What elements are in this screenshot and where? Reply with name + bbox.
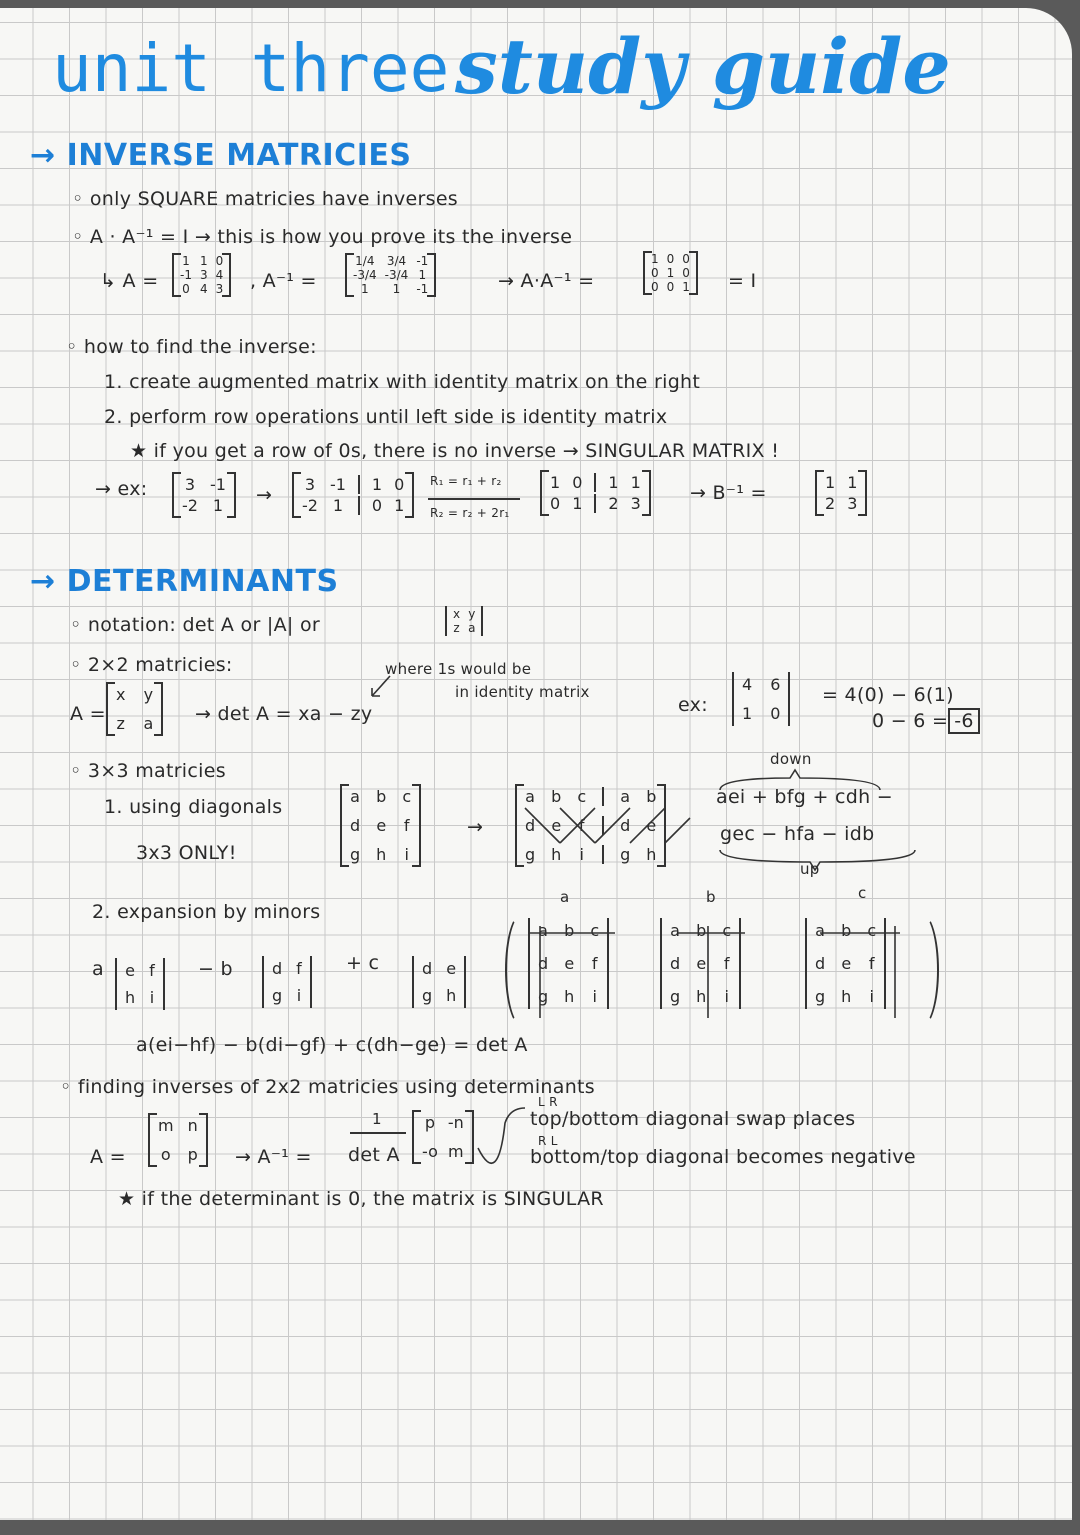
matrix-cell: d — [422, 959, 433, 978]
matrix-b-inverse — [815, 470, 867, 516]
step-1: 1. create augmented matrix with identity matrix on the right — [104, 371, 701, 393]
matrix-cell: -n — [447, 1113, 464, 1132]
column-label-b: b — [706, 888, 716, 906]
arrow: → — [467, 816, 484, 838]
matrix-cell: d — [538, 954, 549, 973]
bullet-text: only SQUARE matricies have inverses — [89, 188, 459, 210]
matrix-cell: -2 — [182, 496, 198, 515]
matrix-cell: 1 — [394, 496, 405, 515]
minors-step: 2. expansion by minors — [92, 901, 321, 923]
matrix-cell: -3/4 — [384, 268, 409, 282]
title-study-guide: study guide — [455, 22, 951, 111]
augment-divider — [602, 816, 604, 835]
matrix-cell: e — [376, 816, 387, 835]
matrix-cell: 4 — [199, 282, 208, 296]
matrix-cell: c — [867, 921, 877, 940]
det-example-label: ex: — [678, 694, 708, 716]
matrix-cell: n — [187, 1116, 198, 1135]
matrix-cell: c — [402, 787, 412, 806]
matrix-cell: a — [350, 787, 360, 806]
matrix-cell: 3 — [304, 475, 316, 494]
matrix-cell: 1 — [630, 473, 641, 492]
matrix-cell: -1 — [416, 282, 429, 296]
example-prefix: ↳ A = — [100, 270, 159, 292]
coef-plus-c: + c — [346, 952, 380, 974]
example-step-2 — [872, 710, 980, 732]
matrix-cell: a — [670, 921, 680, 940]
down-terms: aei + bfg + cdh − — [716, 786, 894, 808]
matrix-cell: f — [149, 961, 155, 980]
matrix-cell: m — [448, 1142, 464, 1161]
matrix-cell: 2 — [825, 494, 836, 513]
matrix-cell: i — [296, 986, 302, 1005]
matrix-cell: 4 — [742, 675, 753, 694]
matrix-cell: i — [869, 987, 874, 1006]
matrix-cell: 1 — [550, 473, 561, 492]
augment-divider — [358, 475, 360, 494]
matrix-cell: d — [272, 959, 283, 978]
matrix-cell: e — [564, 954, 575, 973]
example-answer: -6 — [948, 708, 980, 734]
matrix-cell: 0 — [666, 280, 675, 294]
matrix-cell: d — [815, 954, 826, 973]
bullet-text: 2×2 matricies: — [87, 654, 233, 676]
singular-note: ★ if you get a row of 0s, there is no inverse → SINGULAR MATRIX ! — [130, 440, 780, 462]
augment-divider — [594, 494, 596, 513]
binv-label: → B⁻¹ = — [690, 482, 767, 504]
matrix-cell: f — [591, 954, 598, 973]
negative-note: bottom/top diagonal becomes negative — [530, 1146, 916, 1168]
matrix-cell: 0 — [371, 496, 383, 515]
notation-line: ◦ notation: det A or |A| or — [70, 614, 320, 636]
identity-matrix — [643, 251, 698, 295]
matrix-cell: b — [646, 787, 657, 806]
matrix-cell: h — [646, 845, 657, 864]
matrix-cell: 3 — [847, 494, 858, 513]
row-op-2: R₂ = r₂ + 2r₁ — [430, 506, 510, 520]
matrix-cell: h — [696, 987, 707, 1006]
lr-markers-1: L R — [538, 1095, 558, 1109]
matrix-cell: -1 — [329, 475, 346, 494]
ainv-label: , A⁻¹ = — [250, 270, 317, 292]
matrix-cell: f — [403, 816, 410, 835]
minor-a — [115, 958, 165, 1010]
matrix-cell: p — [424, 1113, 435, 1132]
det-formula: → det A = xa − zy — [195, 703, 373, 725]
augment-divider — [602, 845, 604, 864]
matrix-cell: 1 — [418, 268, 427, 282]
matrix-cell: 0 — [770, 704, 781, 723]
matrix-cell: h — [376, 845, 387, 864]
product-label: → A·A⁻¹ = — [498, 270, 595, 292]
matrix-cell: h — [551, 845, 562, 864]
matrix-cell: a — [538, 921, 548, 940]
annotation-1: where 1s would be — [385, 660, 532, 678]
fraction-numerator: 1 — [372, 1110, 382, 1128]
matrix-cell: i — [579, 845, 584, 864]
a-label: A = — [70, 703, 106, 725]
matrix-cell: a — [525, 787, 535, 806]
heading-inverse-matrices: → INVERSE MATRICIES — [30, 138, 412, 173]
matrix-cell: 0 — [666, 252, 675, 266]
matrix-cell: i — [404, 845, 409, 864]
matrix-cell: d — [620, 816, 631, 835]
fraction-bar — [350, 1132, 406, 1134]
matrix-cell: e — [696, 954, 707, 973]
matrix-cell: 1 — [182, 254, 190, 268]
bullet-text: 3×3 matricies — [87, 760, 226, 782]
matrix-cell: y — [468, 607, 476, 621]
matrix-cell: 6 — [770, 675, 781, 694]
matrix-cell: g — [620, 845, 631, 864]
matrix-cell: g — [272, 986, 283, 1005]
matrix-cell: c — [577, 787, 587, 806]
example-step-1: = 4(0) − 6(1) — [822, 684, 954, 706]
matrix-cell: 1 — [666, 266, 675, 280]
notation-det — [445, 606, 483, 636]
example-determinant — [732, 672, 790, 726]
two-by-two-label: ◦ 2×2 matricies: — [70, 654, 233, 676]
matrix-cell: b — [376, 787, 387, 806]
matrix-cell: 1 — [742, 704, 753, 723]
matrix-cell: 0 — [215, 254, 224, 268]
matrix-cell: h — [564, 987, 575, 1006]
matrix-a — [172, 253, 231, 297]
matrix-cell: 3 — [215, 282, 224, 296]
bullet-square-matrices: ◦ only SQUARE matricies have inverses — [72, 188, 459, 210]
matrix-cell: o — [160, 1145, 171, 1164]
column-label-c: c — [858, 884, 867, 902]
matrix-b — [172, 472, 236, 518]
matrix-cell: d — [670, 954, 681, 973]
right-paren — [905, 913, 939, 1027]
diagonals-step: 1. using diagonals — [104, 796, 283, 818]
fraction-denominator: det A — [348, 1144, 400, 1166]
matrix-cell: e — [125, 961, 135, 980]
matrix-cell: -1 — [209, 475, 226, 494]
matrix-cell: h — [841, 987, 852, 1006]
matrix-cell: 1 — [608, 473, 619, 492]
title-unit-three: unit three — [52, 30, 450, 107]
matrix-cell: f — [723, 954, 730, 973]
note-arrow — [478, 1108, 525, 1163]
matrix-2x2 — [106, 682, 163, 736]
matrix-cell: -3/4 — [353, 268, 377, 282]
matrix-cell: f — [868, 954, 875, 973]
matrix-cell: e — [551, 816, 562, 835]
augment-divider — [358, 496, 360, 515]
matrix-cell: d — [525, 816, 536, 835]
matrix-cell: 2 — [608, 494, 619, 513]
bullet-text: A · A⁻¹ = I → this is how you prove its the inverse — [89, 226, 573, 248]
matrix-cell: g — [350, 845, 361, 864]
coef-minus-b: − b — [198, 958, 233, 980]
matrix-cell: 1 — [361, 282, 369, 296]
matrix-cell: 0 — [682, 252, 690, 266]
matrix-cell: a — [620, 787, 631, 806]
matrix-cell: a — [468, 621, 476, 635]
annotation-arrow — [372, 676, 390, 696]
cross-out-matrix-b — [660, 918, 741, 1009]
arrow: → — [256, 484, 273, 506]
matrix-cell: g — [525, 845, 536, 864]
matrix-cell: -1 — [180, 268, 192, 282]
matrix-cell: 3 — [184, 475, 196, 494]
result-matrix — [540, 470, 651, 516]
matrix-cell: z — [453, 621, 460, 635]
determinant-zero-note: ★ if the determinant is 0, the matrix is SINGULAR — [118, 1188, 604, 1210]
matrix-cell: g — [538, 987, 549, 1006]
augment-divider — [602, 787, 604, 806]
matrix-cell: -o — [422, 1142, 438, 1161]
matrix-cell: 1 — [651, 252, 659, 266]
matrix-cell: x — [453, 607, 461, 621]
bullet-text: how to find the inverse: — [83, 336, 317, 358]
matrix-cell: 4 — [215, 268, 224, 282]
how-to-heading: ◦ how to find the inverse: — [66, 336, 317, 358]
matrix-cell: 0 — [651, 280, 659, 294]
matrix-cell: e — [446, 959, 457, 978]
matrix-cell: h — [125, 988, 136, 1007]
three-by-three-label: ◦ 3×3 matricies — [70, 760, 226, 782]
matrix-cell: x — [116, 685, 126, 704]
bullet-text: finding inverses of 2x2 matricies using determinants — [77, 1076, 595, 1098]
matrix-cell: 0 — [182, 282, 190, 296]
column-label-a: a — [560, 888, 570, 906]
matrix-cell: d — [350, 816, 361, 835]
minors-formula: a(ei−hf) − b(di−gf) + c(dh−ge) = det A — [136, 1034, 528, 1056]
matrix-cell: g — [670, 987, 681, 1006]
matrix-cell: 0 — [682, 266, 690, 280]
matrix-cell: a — [815, 921, 825, 940]
matrix-cell: 1 — [371, 475, 383, 494]
heading-determinants: → DETERMINANTS — [30, 564, 339, 599]
cross-out-matrix-a — [528, 918, 609, 1009]
matrix-cell: y — [143, 685, 154, 704]
cross-out-matrix-c — [805, 918, 886, 1009]
matrix-cell: 1 — [682, 280, 690, 294]
equals-identity: = I — [728, 270, 757, 292]
matrix-cell: i — [724, 987, 729, 1006]
bullet-text: notation: det A or |A| or — [87, 614, 320, 636]
matrix-cell: c — [722, 921, 732, 940]
bullet-identity-proof: ◦ A · A⁻¹ = I → this is how you prove its the inverse — [72, 226, 573, 248]
matrix-cell: 1 — [847, 473, 858, 492]
minor-b — [262, 956, 312, 1008]
matrix-cell: b — [551, 787, 562, 806]
coef-a: a — [92, 958, 104, 980]
matrix-cell: c — [590, 921, 600, 940]
matrix-cell: i — [592, 987, 597, 1006]
matrix-cell: e — [841, 954, 852, 973]
matrix-cell: 1 — [332, 496, 344, 515]
lr-markers-2: R L — [538, 1134, 558, 1148]
matrix-3x3 — [340, 784, 421, 867]
inv-a-label: A = — [90, 1146, 126, 1168]
extended-matrix — [515, 784, 666, 867]
augment-divider — [594, 473, 596, 492]
matrix-cell: 0 — [572, 473, 583, 492]
matrix-cell: b — [841, 921, 852, 940]
matrix-cell: b — [696, 921, 707, 940]
matrix-cell: b — [564, 921, 575, 940]
matrix-cell: 0 — [550, 494, 561, 513]
matrix-mnop — [148, 1113, 208, 1167]
matrix-cell: e — [646, 816, 657, 835]
matrix-cell: h — [446, 986, 457, 1005]
matrix-cell: 3 — [199, 268, 208, 282]
up-terms: gec − hfa − idb — [720, 823, 875, 845]
row-op-1: R₁ = r₁ + r₂ — [430, 474, 502, 488]
matrix-cell: z — [116, 714, 125, 733]
matrix-a-inverse — [345, 253, 436, 297]
grid-notebook-page — [0, 8, 1072, 1520]
matrix-cell: 1 — [212, 496, 224, 515]
matrix-cell: f — [578, 816, 585, 835]
down-label: down — [770, 750, 812, 768]
matrix-cell: 3 — [630, 494, 641, 513]
matrix-cell: 0 — [394, 475, 405, 494]
matrix-cell: a — [143, 714, 154, 733]
matrix-cell: 1/4 — [355, 254, 375, 268]
matrix-cell: -1 — [416, 254, 429, 268]
matrix-cell: -2 — [302, 496, 318, 515]
minor-c — [412, 956, 466, 1008]
diagonals-note: 3x3 ONLY! — [136, 842, 237, 864]
matrix-cell: 1 — [392, 282, 401, 296]
matrix-cell: m — [158, 1116, 174, 1135]
swap-note: top/bottom diagonal swap places — [530, 1108, 856, 1130]
matrix-cell: 1 — [199, 254, 208, 268]
example-label: → ex: — [95, 478, 148, 500]
matrix-cell: 3/4 — [386, 254, 407, 268]
inverse-2x2-bullet: ◦ finding inverses of 2x2 matricies using determinants — [60, 1076, 595, 1098]
matrix-cell: g — [422, 986, 433, 1005]
annotation-2: in identity matrix — [455, 683, 590, 701]
adjugate-matrix — [412, 1110, 474, 1164]
matrix-cell: i — [149, 988, 155, 1007]
inv-arrow: → A⁻¹ = — [235, 1146, 312, 1168]
matrix-cell: 0 — [651, 266, 659, 280]
matrix-cell: 1 — [572, 494, 583, 513]
matrix-cell: g — [815, 987, 826, 1006]
step-2: 2. perform row operations until left side is identity matrix — [104, 406, 668, 428]
augmented-matrix — [292, 472, 414, 518]
up-label: up — [800, 860, 820, 878]
matrix-cell: p — [187, 1145, 198, 1164]
step-text: 0 − 6 = — [872, 710, 949, 732]
row-op-arrow — [428, 498, 520, 500]
matrix-cell: 1 — [825, 473, 836, 492]
matrix-cell: f — [296, 959, 302, 978]
